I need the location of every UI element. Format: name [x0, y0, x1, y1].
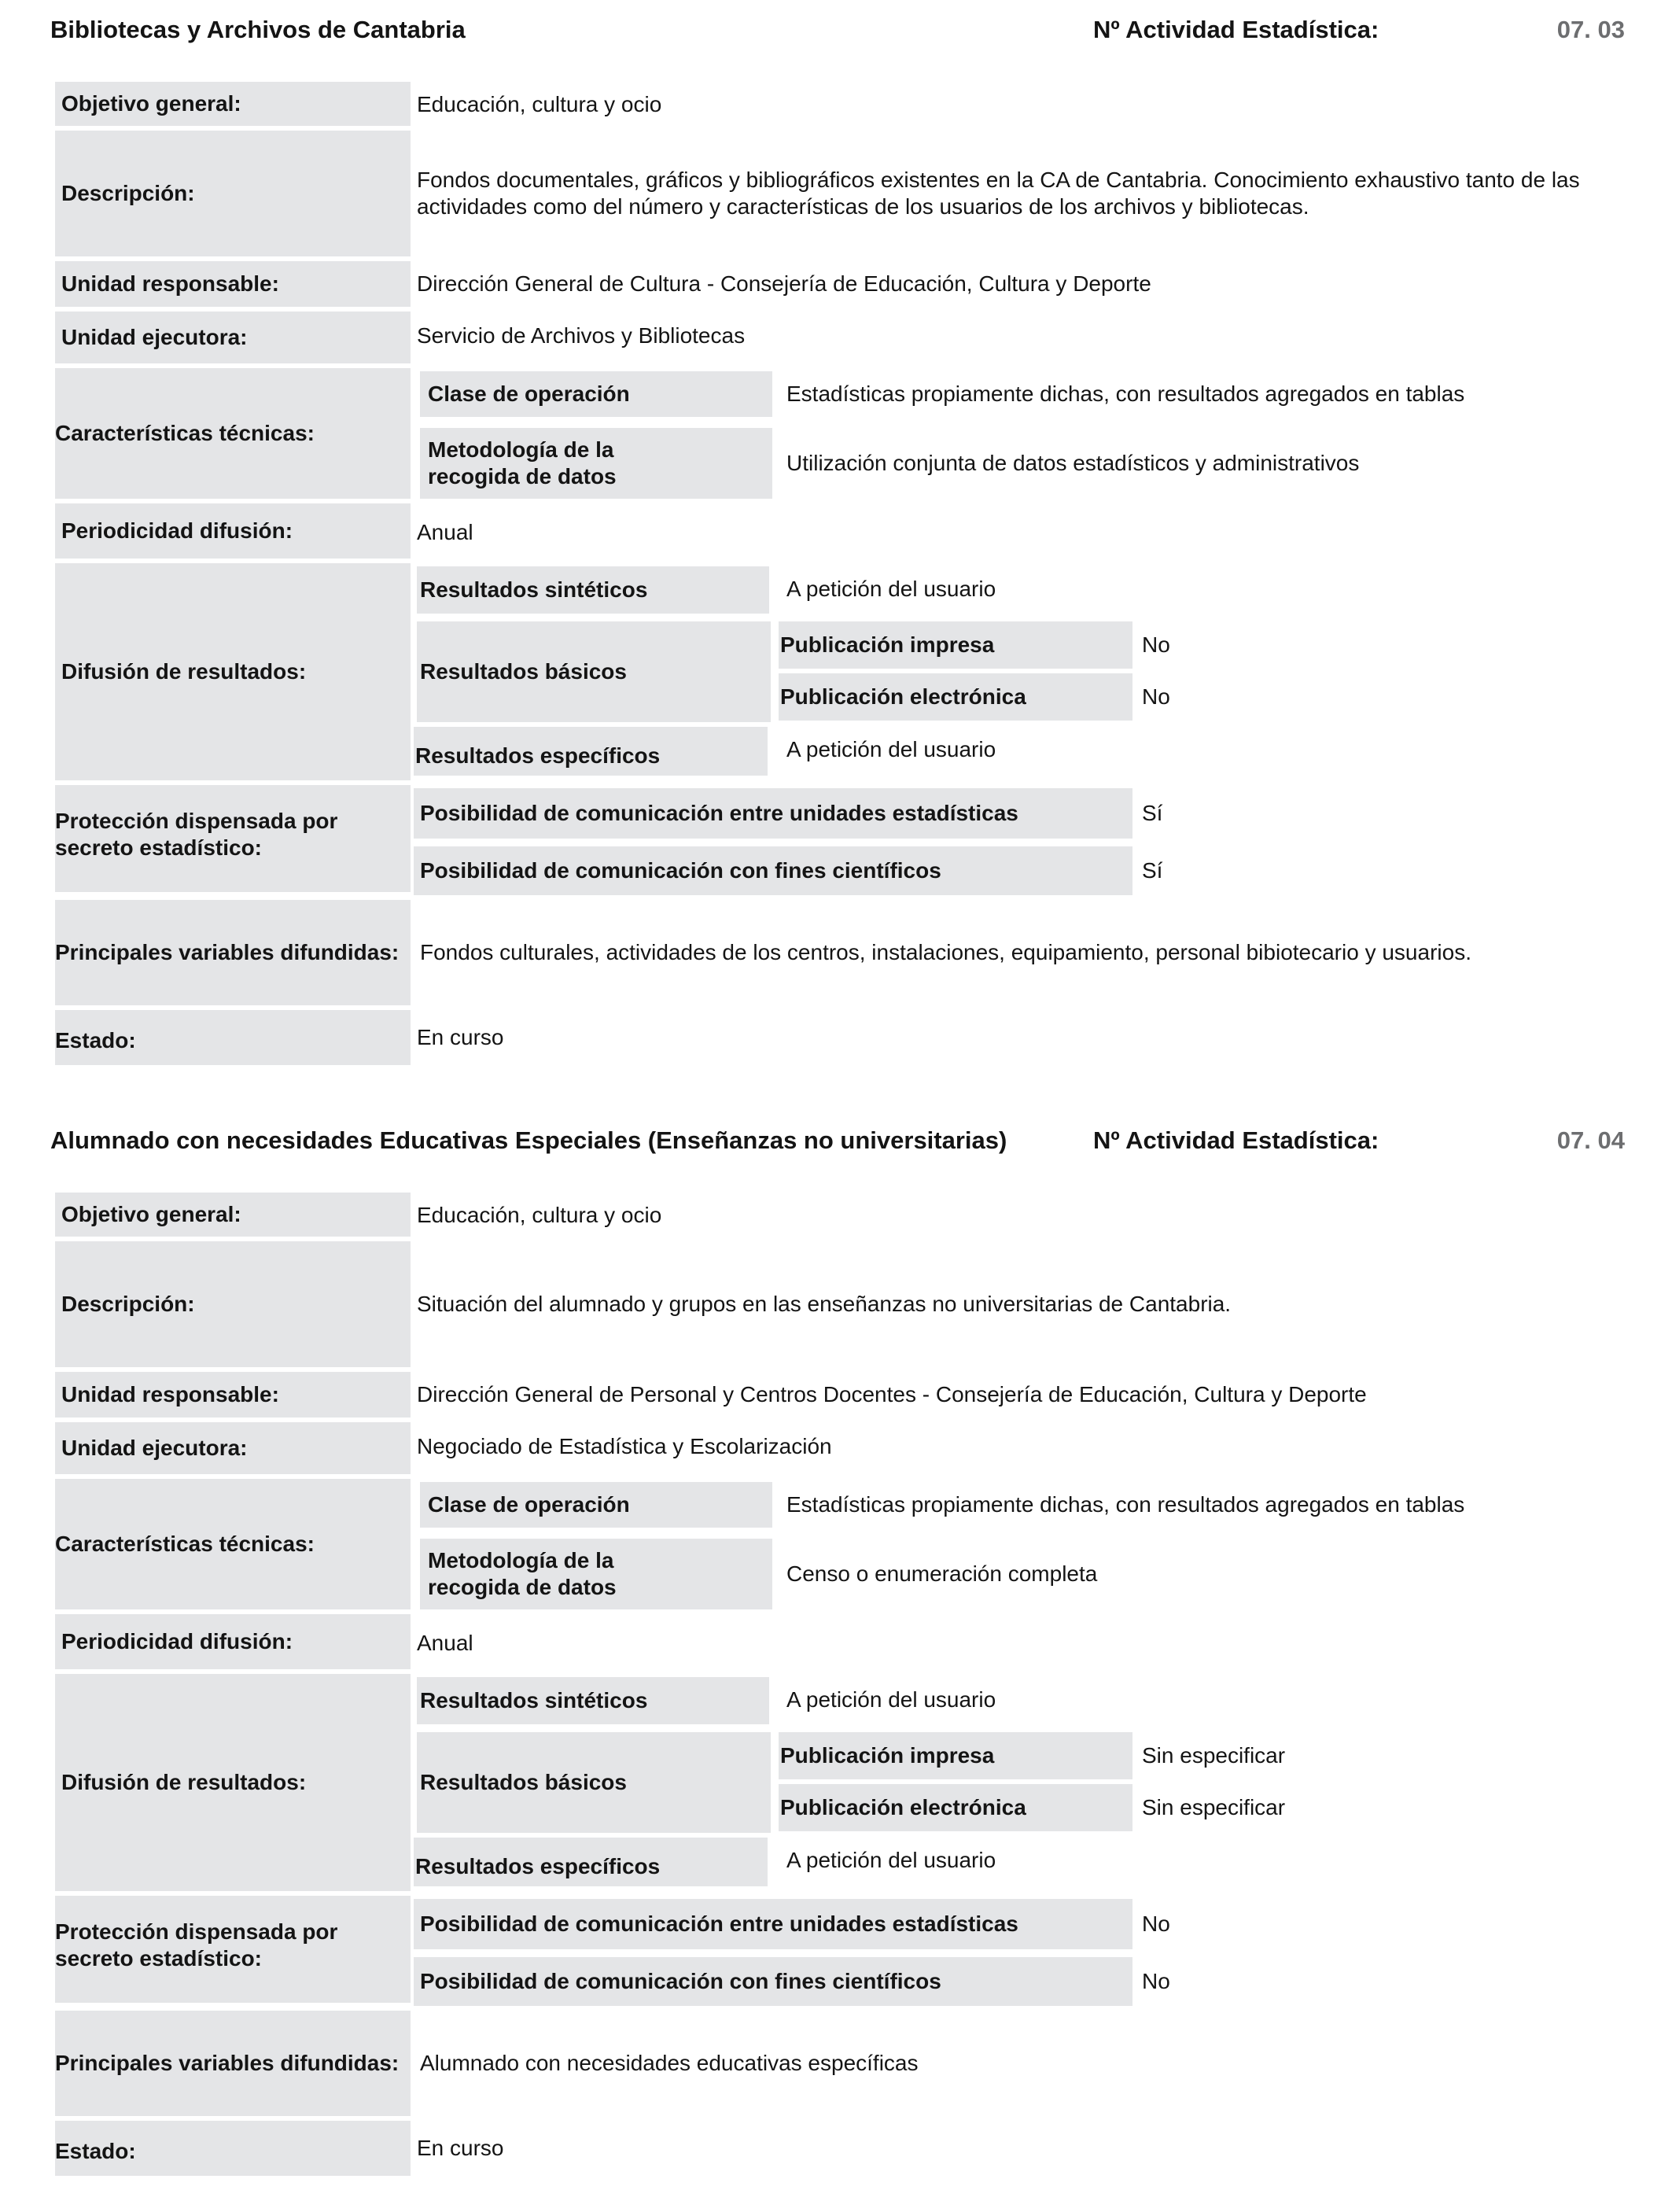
resultados-basicos-label: Resultados básicos — [417, 621, 771, 722]
label-difusion-resultados: Difusión de resultados: — [55, 1674, 411, 1891]
value-descripcion: Fondos documentales, gráficos y bibliográficos existentes en la CA de Cantabria. Conocimiento exhaustivo tanto de las actividades como del número y características de los usuarios de los archivos y bibliotecas. — [417, 168, 1580, 219]
comunicacion-unidades-value: No — [1142, 1912, 1170, 1936]
resultados-sinteticos-label: Resultados sintéticos — [417, 566, 769, 614]
resultados-especificos-value: A petición del usuario — [786, 737, 996, 761]
label-proteccion-secreto: Protección dispensada por secreto estadístico: — [55, 785, 411, 892]
publicacion-electronica-label: Publicación electrónica — [779, 673, 1132, 721]
value-descripcion: Situación del alumnado y grupos en las enseñanzas no universitarias de Cantabria. — [417, 1292, 1232, 1316]
resultados-sinteticos-value: A petición del usuario — [786, 577, 996, 601]
clase-operacion-label: Clase de operación — [420, 1482, 772, 1528]
label-caracteristicas-tecnicas: Características técnicas: — [55, 1479, 411, 1609]
resultados-especificos-label: Resultados específicos — [414, 727, 768, 776]
label-objetivo-general: Objetivo general: — [55, 82, 411, 126]
publicacion-impresa-value: No — [1142, 632, 1170, 657]
comunicacion-fines-label: Posibilidad de comunicación con fines científicos — [414, 1957, 1132, 2006]
metodologia-label: Metodología de la recogida de datos — [420, 1539, 772, 1609]
label-principales-variables: Principales variables difundidas: — [55, 900, 411, 1005]
label-periodicidad-difusion: Periodicidad difusión: — [55, 1614, 411, 1669]
comunicacion-unidades-value: Sí — [1142, 801, 1163, 825]
publicacion-electronica-label: Publicación electrónica — [779, 1784, 1132, 1831]
activity-number-label: Nº Actividad Estadística: — [1093, 1126, 1379, 1154]
comunicacion-fines-value: Sí — [1142, 858, 1163, 883]
label-unidad-ejecutora: Unidad ejecutora: — [55, 312, 411, 363]
publicacion-impresa-value: Sin especificar — [1142, 1743, 1286, 1768]
label-unidad-responsable: Unidad responsable: — [55, 261, 411, 307]
activity-title: Alumnado con necesidades Educativas Especiales (Enseñanzas no universitarias) — [50, 1126, 1007, 1154]
value-periodicidad-difusion: Anual — [417, 520, 473, 544]
resultados-basicos-label: Resultados básicos — [417, 1732, 771, 1833]
value-unidad-ejecutora: Servicio de Archivos y Bibliotecas — [417, 323, 746, 348]
value-principales-variables: Fondos culturales, actividades de los centros, instalaciones, equipamiento, personal bibiotecario y usuarios. — [420, 940, 1471, 964]
label-difusion-resultados: Difusión de resultados: — [55, 563, 411, 780]
publicacion-impresa-label: Publicación impresa — [779, 1732, 1132, 1779]
activity-section — [0, 1111, 1672, 2212]
clase-operacion-value: Estadísticas propiamente dichas, con resultados agregados en tablas — [786, 1492, 1465, 1517]
label-descripcion: Descripción: — [55, 131, 411, 256]
comunicacion-unidades-label: Posibilidad de comunicación entre unidades estadísticas — [414, 788, 1132, 839]
label-estado: Estado: — [55, 2121, 411, 2176]
value-unidad-ejecutora: Negociado de Estadística y Escolarización — [417, 1434, 832, 1458]
label-unidad-responsable: Unidad responsable: — [55, 1372, 411, 1418]
label-proteccion-secreto: Protección dispensada por secreto estadístico: — [55, 1896, 411, 2003]
label-descripcion: Descripción: — [55, 1241, 411, 1367]
value-unidad-responsable: Dirección General de Cultura - Consejería de Educación, Cultura y Deporte — [417, 271, 1151, 296]
metodologia-label: Metodología de la recogida de datos — [420, 428, 772, 499]
metodologia-value: Utilización conjunta de datos estadísticos y administrativos — [786, 451, 1360, 475]
publicacion-electronica-value: No — [1142, 684, 1170, 709]
clase-operacion-value: Estadísticas propiamente dichas, con resultados agregados en tablas — [786, 382, 1465, 406]
value-estado: En curso — [417, 1025, 504, 1049]
value-estado: En curso — [417, 2136, 504, 2160]
label-periodicidad-difusion: Periodicidad difusión: — [55, 503, 411, 559]
label-principales-variables: Principales variables difundidas: — [55, 2011, 411, 2116]
value-objetivo-general: Educación, cultura y ocio — [417, 1203, 662, 1227]
activity-section — [0, 0, 1672, 1101]
activity-number-label: Nº Actividad Estadística: — [1093, 16, 1379, 43]
resultados-especificos-value: A petición del usuario — [786, 1848, 996, 1872]
label-unidad-ejecutora: Unidad ejecutora: — [55, 1422, 411, 1474]
resultados-sinteticos-value: A petición del usuario — [786, 1687, 996, 1712]
publicacion-electronica-value: Sin especificar — [1142, 1795, 1286, 1819]
comunicacion-fines-value: No — [1142, 1969, 1170, 1993]
comunicacion-fines-label: Posibilidad de comunicación con fines científicos — [414, 846, 1132, 895]
activity-title: Bibliotecas y Archivos de Cantabria — [50, 16, 466, 43]
metodologia-value: Censo o enumeración completa — [786, 1561, 1098, 1586]
activity-number: 07. 03 — [1556, 16, 1625, 43]
label-objetivo-general: Objetivo general: — [55, 1193, 411, 1237]
label-caracteristicas-tecnicas: Características técnicas: — [55, 368, 411, 499]
value-objetivo-general: Educación, cultura y ocio — [417, 92, 662, 116]
value-principales-variables: Alumnado con necesidades educativas específicas — [420, 2051, 919, 2075]
resultados-sinteticos-label: Resultados sintéticos — [417, 1677, 769, 1724]
resultados-especificos-label: Resultados específicos — [414, 1838, 768, 1886]
value-unidad-responsable: Dirección General de Personal y Centros Docentes - Consejería de Educación, Cultura y Deporte — [417, 1382, 1367, 1406]
clase-operacion-label: Clase de operación — [420, 371, 772, 417]
label-estado: Estado: — [55, 1010, 411, 1065]
publicacion-impresa-label: Publicación impresa — [779, 621, 1132, 669]
activity-number: 07. 04 — [1556, 1126, 1625, 1154]
comunicacion-unidades-label: Posibilidad de comunicación entre unidades estadísticas — [414, 1899, 1132, 1949]
value-periodicidad-difusion: Anual — [417, 1631, 473, 1655]
